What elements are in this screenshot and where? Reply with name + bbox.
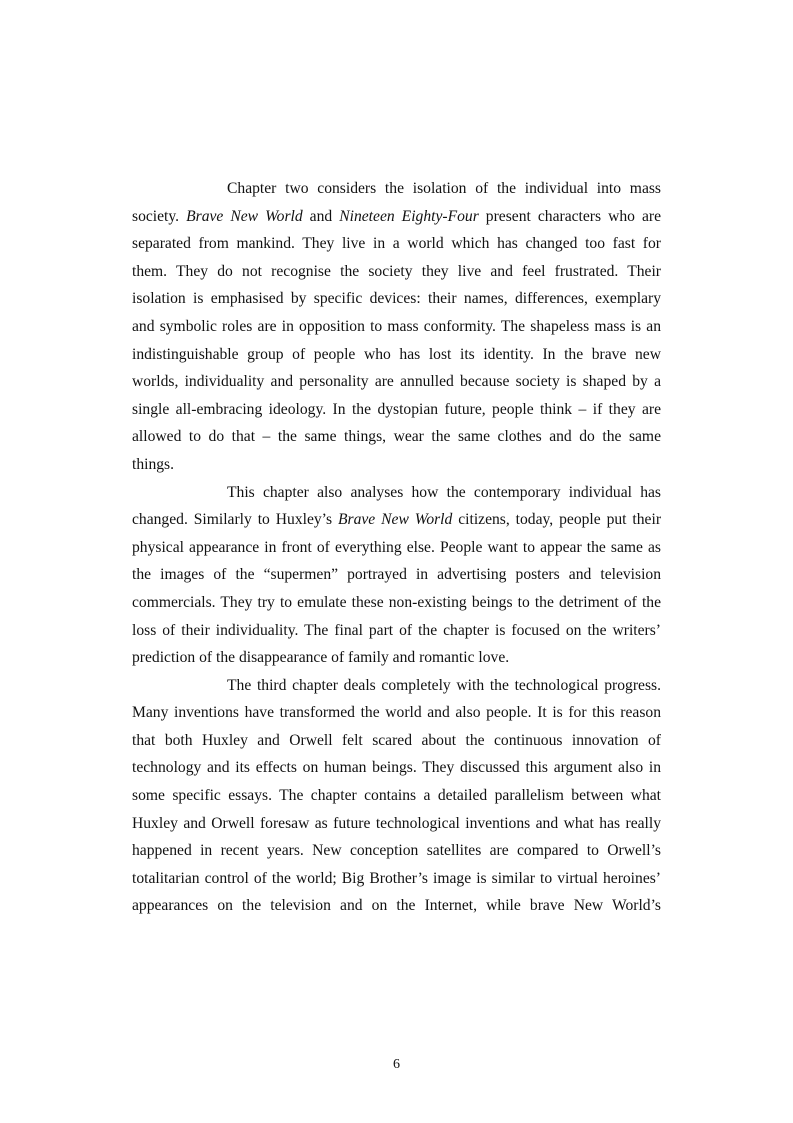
text-line bbox=[132, 837, 661, 865]
text-line bbox=[132, 865, 661, 893]
text-line bbox=[132, 644, 661, 672]
paragraph bbox=[132, 672, 661, 920]
text-run: things. bbox=[132, 455, 175, 473]
text-run: them. They do not recognise the society they live and feel frustrated. Their bbox=[132, 262, 661, 280]
text-run: prediction of the disappearance of family and romantic love. bbox=[132, 649, 510, 667]
text-line bbox=[132, 506, 661, 534]
text-run: worlds, individuality and personality are annulled because society is shaped by a bbox=[132, 373, 661, 391]
text-line bbox=[132, 258, 661, 286]
text-line bbox=[132, 782, 661, 810]
text-run: present characters who are bbox=[478, 207, 661, 225]
text-run: single all-embracing ideology. In the dystopian future, people think – if they are bbox=[132, 400, 661, 418]
page-number: 6 bbox=[393, 1057, 400, 1072]
text-run: the images of the “supermen” portrayed in advertising posters and television bbox=[132, 566, 661, 584]
text-run: Many inventions have transformed the world and also people. It is for this reason bbox=[132, 704, 661, 722]
italic-title: Nineteen Eighty-Four bbox=[339, 207, 479, 225]
text-line bbox=[132, 203, 661, 231]
text-run: This chapter also analyses how the contemporary individual has bbox=[227, 483, 661, 501]
text-run: changed. Similarly to Huxley’s bbox=[132, 511, 338, 529]
text-line bbox=[132, 754, 661, 782]
text-line bbox=[132, 727, 661, 755]
italic-title: Brave New World bbox=[186, 207, 303, 225]
text-line bbox=[132, 175, 661, 203]
text-run: Huxley and Orwell foresaw as future technological inventions and what has really bbox=[132, 814, 661, 832]
text-line bbox=[132, 396, 661, 424]
text-run: that both Huxley and Orwell felt scared about the continuous innovation of bbox=[132, 731, 661, 749]
text-line bbox=[132, 534, 661, 562]
text-line bbox=[132, 561, 661, 589]
text-run: and symbolic roles are in opposition to mass conformity. The shapeless mass is an bbox=[132, 317, 661, 335]
text-run: The third chapter deals completely with the technological progress. bbox=[227, 676, 661, 694]
text-run: allowed to do that – the same things, wear the same clothes and do the same bbox=[132, 428, 661, 446]
text-run: Chapter two considers the isolation of the individual into mass bbox=[227, 180, 661, 197]
text-run: and bbox=[302, 207, 340, 225]
text-line bbox=[132, 617, 661, 645]
text-line bbox=[132, 285, 661, 313]
text-run: some specific essays. The chapter contains a detailed parallelism between what bbox=[132, 787, 661, 805]
text-line bbox=[132, 672, 661, 700]
text-run: loss of their individuality. The final part of the chapter is focused on the writers’ bbox=[132, 621, 661, 639]
text-line bbox=[132, 589, 661, 617]
text-run: technology and its effects on human beings. They discussed this argument also in bbox=[132, 759, 661, 777]
text-run: separated from mankind. They live in a world which has changed too fast for bbox=[132, 235, 661, 253]
text-line bbox=[132, 451, 661, 479]
text-run: physical appearance in front of everything else. People want to appear the same as bbox=[132, 538, 661, 556]
text-line bbox=[132, 810, 661, 838]
text-line bbox=[132, 341, 661, 369]
text-run: citizens, today, people put their bbox=[452, 511, 662, 529]
text-run: isolation is emphasised by specific devices: their names, differences, exemplary bbox=[132, 290, 661, 308]
text-line bbox=[132, 699, 661, 727]
text-line bbox=[132, 313, 661, 341]
text-line bbox=[132, 479, 661, 507]
text-run: commercials. They try to emulate these non-existing beings to the detriment of the bbox=[132, 593, 661, 611]
text-run: happened in recent years. New conception satellites are compared to Orwell’s bbox=[132, 842, 661, 860]
text-run: totalitarian control of the world; Big Brother’s image is similar to virtual heroines’ bbox=[132, 869, 661, 887]
text-run: indistinguishable group of people who has lost its identity. In the brave new bbox=[132, 345, 661, 363]
body-text bbox=[132, 175, 661, 920]
text-line bbox=[132, 230, 661, 258]
paragraph bbox=[132, 175, 661, 479]
italic-title: Brave New World bbox=[337, 511, 453, 529]
text-run: appearances on the television and on the Internet, while brave New World’s bbox=[132, 897, 661, 915]
text-line bbox=[132, 368, 661, 396]
text-line bbox=[132, 892, 661, 920]
text-line bbox=[132, 423, 661, 451]
paragraph bbox=[132, 479, 661, 672]
text-run: society. bbox=[132, 207, 187, 225]
